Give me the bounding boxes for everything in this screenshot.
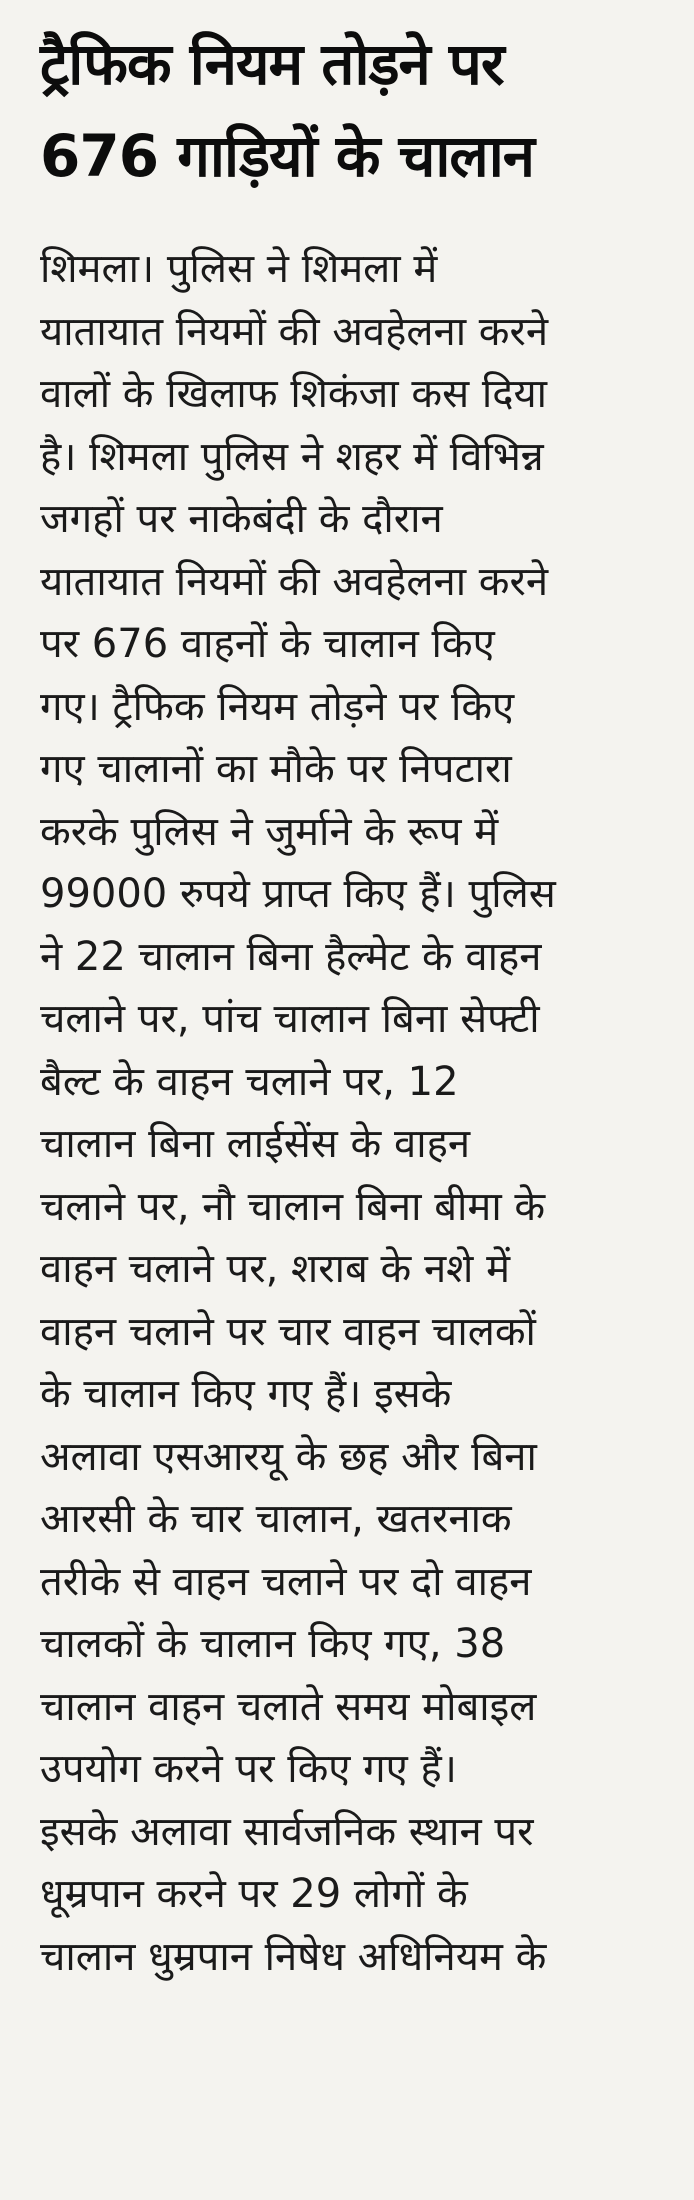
headline-line-2: 676 गाड़ियों के चालान xyxy=(40,122,534,190)
body-line: चालकों के चालान किए गए, 38 xyxy=(40,1621,506,1667)
body-line: चालान वाहन चलाते समय मोबाइल xyxy=(40,1683,537,1730)
body-line: पर 676 वाहनों के चालान किए xyxy=(40,621,495,667)
headline-line-1: ट्रैफिक नियम तोड़ने पर xyxy=(40,30,504,98)
body-line: धूम्रपान करने पर 29 लोगों के xyxy=(40,1871,468,1917)
body-line: बैल्ट के वाहन चलाने पर, 12 xyxy=(40,1058,459,1105)
body-line: गए चालानों का मौके पर निपटारा xyxy=(40,746,512,792)
body-line: ने 22 चालान बिना हैल्मेट के वाहन xyxy=(40,933,542,980)
body-line: यातायात नियमों की अवहेलना करने xyxy=(40,558,549,605)
body-line: करके पुलिस ने जुर्माने के रूप में xyxy=(40,808,499,855)
body-line: वाहन चलाने पर चार वाहन चालकों xyxy=(40,1308,536,1355)
body-line: यातायात नियमों की अवहेलना करने xyxy=(40,308,549,355)
headline xyxy=(40,18,666,202)
body-line: उपयोग करने पर किए गए हैं। xyxy=(40,1746,457,1792)
body-line: जगहों पर नाकेबंदी के दौरान xyxy=(40,496,443,542)
body-line: गए। ट्रैफिक नियम तोड़ने पर किए xyxy=(40,683,515,730)
body-line: वाहन चलाने पर, शराब के नशे में xyxy=(40,1246,511,1292)
body-line: आरसी के चार चालान, खतरनाक xyxy=(40,1496,512,1542)
body-line: तरीके से वाहन चलाने पर दो वाहन xyxy=(40,1558,532,1605)
article-body xyxy=(40,238,666,1988)
body-line: चलाने पर, पांच चालान बिना सेफ्टी xyxy=(40,996,540,1042)
body-line: चालान धुम्रपान निषेध अधिनियम के xyxy=(40,1933,547,1980)
body-line: 99000 रुपये प्राप्त किए हैं। पुलिस xyxy=(40,871,556,917)
body-line: अलावा एसआरयू के छह और बिना xyxy=(40,1433,537,1480)
body-line: शिमला। पुलिस ने शिमला में xyxy=(40,246,438,292)
body-line: के चालान किए गए हैं। इसके xyxy=(40,1371,452,1417)
body-line: चालान बिना लाईसेंस के वाहन xyxy=(40,1121,471,1167)
body-line: है। शिमला पुलिस ने शहर में विभिन्न xyxy=(40,433,544,480)
body-line: इसके अलावा सार्वजनिक स्थान पर xyxy=(40,1808,534,1855)
body-line: चलाने पर, नौ चालान बिना बीमा के xyxy=(40,1183,546,1230)
body-line: वालों के खिलाफ शिकंजा कस दिया xyxy=(40,371,548,417)
